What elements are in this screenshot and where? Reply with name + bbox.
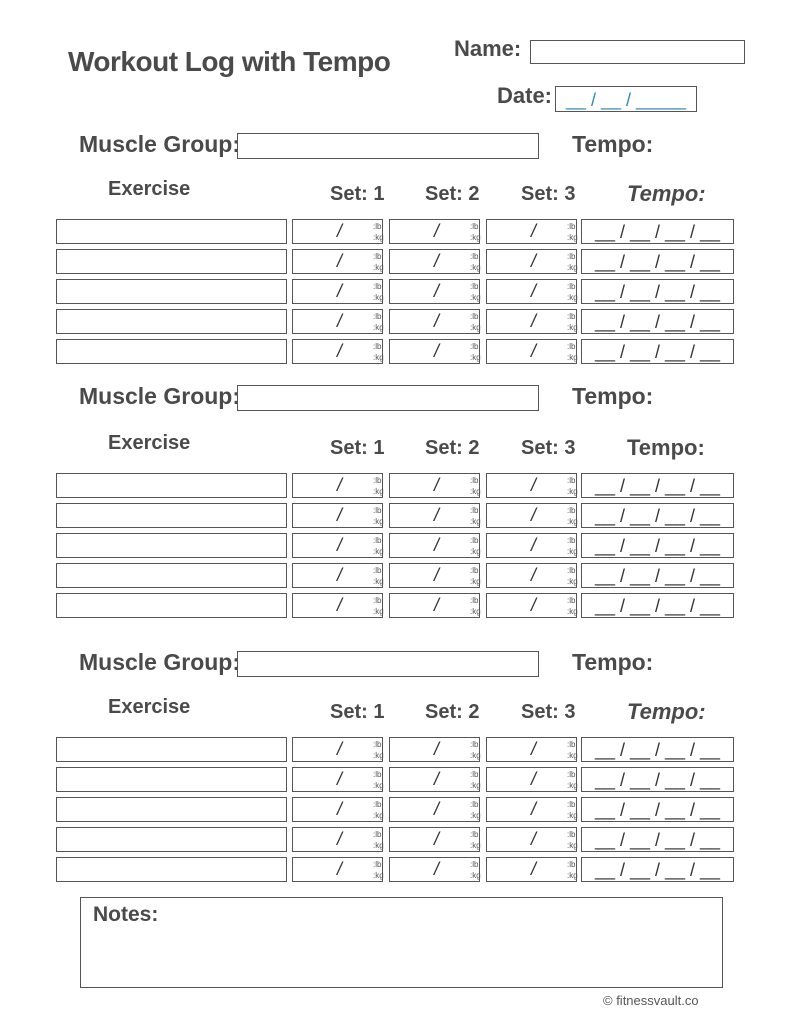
exercise-input[interactable] [56, 339, 287, 364]
unit-kg-option[interactable]: :kg [373, 607, 384, 616]
unit-lb-option[interactable]: :lb [567, 506, 576, 515]
reps-weight-divider: / [337, 505, 343, 525]
unit-kg-option[interactable]: :kg [567, 751, 578, 760]
set3-input[interactable] [486, 797, 577, 822]
set2-input[interactable] [389, 737, 480, 762]
tempo-input[interactable]: __ / __ / __ / __ [581, 309, 734, 334]
column-header-exercise: Exercise [108, 432, 191, 454]
reps-weight-divider: / [434, 341, 440, 361]
set2-input[interactable] [389, 249, 480, 274]
unit-lb-option[interactable]: :lb [567, 536, 576, 545]
set1-input[interactable] [292, 473, 383, 498]
unit-lb-option[interactable]: :lb [567, 596, 576, 605]
unit-kg-option[interactable]: :kg [470, 781, 481, 790]
unit-lb-option[interactable]: :lb [567, 342, 576, 351]
unit-kg-option[interactable]: :kg [470, 607, 481, 616]
tempo-input[interactable]: __ / __ / __ / __ [581, 503, 734, 528]
unit-lb-option[interactable]: :lb [373, 536, 382, 545]
tempo-input[interactable]: __ / __ / __ / __ [581, 533, 734, 558]
exercise-input[interactable] [56, 797, 287, 822]
reps-weight-divider: / [337, 281, 343, 301]
unit-kg-option[interactable]: :kg [470, 751, 481, 760]
column-header-set1: Set: 1 [330, 437, 385, 459]
unit-lb-option[interactable]: :lb [373, 860, 382, 869]
reps-weight-divider: / [531, 251, 537, 271]
unit-kg-option[interactable]: :kg [470, 353, 481, 362]
section-tempo-label: Tempo: [572, 383, 654, 409]
set1-input[interactable] [292, 563, 383, 588]
unit-lb-option[interactable]: :lb [470, 566, 479, 575]
set2-input[interactable] [389, 857, 480, 882]
column-header-set3: Set: 3 [521, 183, 576, 205]
unit-lb-option[interactable]: :lb [470, 770, 479, 779]
column-header-set1: Set: 1 [330, 701, 385, 723]
set2-input[interactable] [389, 279, 480, 304]
reps-weight-divider: / [337, 769, 343, 789]
reps-weight-divider: / [434, 535, 440, 555]
reps-weight-divider: / [337, 829, 343, 849]
muscle-group-label: Muscle Group: [79, 383, 241, 409]
unit-lb-option[interactable]: :lb [470, 282, 479, 291]
unit-lb-option[interactable]: :lb [470, 222, 479, 231]
unit-lb-option[interactable]: :lb [373, 282, 382, 291]
unit-lb-option[interactable]: :lb [567, 476, 576, 485]
unit-lb-option[interactable]: :lb [470, 506, 479, 515]
unit-lb-option[interactable]: :lb [567, 830, 576, 839]
tempo-input[interactable]: __ / __ / __ / __ [581, 827, 734, 852]
exercise-input[interactable] [56, 767, 287, 792]
set2-input[interactable] [389, 339, 480, 364]
unit-kg-option[interactable]: :kg [470, 293, 481, 302]
unit-lb-option[interactable]: :lb [373, 596, 382, 605]
set3-input[interactable] [486, 827, 577, 852]
muscle-group-field[interactable] [237, 651, 539, 677]
unit-lb-option[interactable]: :lb [470, 596, 479, 605]
set2-input[interactable] [389, 563, 480, 588]
unit-kg-option[interactable]: :kg [470, 811, 481, 820]
unit-lb-option[interactable]: :lb [470, 860, 479, 869]
exercise-input[interactable] [56, 249, 287, 274]
reps-weight-divider: / [531, 341, 537, 361]
unit-lb-option[interactable]: :lb [470, 342, 479, 351]
muscle-group-label: Muscle Group: [79, 131, 241, 157]
reps-weight-divider: / [337, 739, 343, 759]
tempo-input[interactable]: __ / __ / __ / __ [581, 219, 734, 244]
unit-kg-option[interactable]: :kg [373, 323, 384, 332]
column-header-tempo: Tempo: [627, 435, 705, 460]
set2-input[interactable] [389, 797, 480, 822]
unit-kg-option[interactable]: :kg [567, 517, 578, 526]
reps-weight-divider: / [337, 535, 343, 555]
reps-weight-divider: / [434, 475, 440, 495]
set1-input[interactable] [292, 279, 383, 304]
reps-weight-divider: / [531, 739, 537, 759]
unit-kg-option[interactable]: :kg [567, 871, 578, 880]
set1-input[interactable] [292, 219, 383, 244]
exercise-input[interactable] [56, 827, 287, 852]
unit-lb-option[interactable]: :lb [567, 770, 576, 779]
reps-weight-divider: / [531, 859, 537, 879]
unit-lb-option[interactable]: :lb [567, 252, 576, 261]
set2-input[interactable] [389, 593, 480, 618]
unit-kg-option[interactable]: :kg [470, 517, 481, 526]
set1-input[interactable] [292, 309, 383, 334]
set1-input[interactable] [292, 797, 383, 822]
muscle-group-field[interactable] [237, 385, 539, 411]
unit-kg-option[interactable]: :kg [470, 547, 481, 556]
set2-input[interactable] [389, 767, 480, 792]
set2-input[interactable] [389, 533, 480, 558]
tempo-input[interactable]: __ / __ / __ / __ [581, 857, 734, 882]
unit-lb-option[interactable]: :lb [373, 566, 382, 575]
copyright-footer: © fitnessvault.co [603, 993, 699, 1008]
reps-weight-divider: / [531, 769, 537, 789]
unit-lb-option[interactable]: :lb [470, 536, 479, 545]
reps-weight-divider: / [531, 565, 537, 585]
set3-input[interactable] [486, 279, 577, 304]
set2-input[interactable] [389, 219, 480, 244]
exercise-input[interactable] [56, 857, 287, 882]
reps-weight-divider: / [337, 565, 343, 585]
set3-input[interactable] [486, 767, 577, 792]
muscle-group-field[interactable] [237, 133, 539, 159]
unit-kg-option[interactable]: :kg [470, 233, 481, 242]
unit-lb-option[interactable]: :lb [373, 770, 382, 779]
set1-input[interactable] [292, 249, 383, 274]
tempo-input[interactable]: __ / __ / __ / __ [581, 473, 734, 498]
set2-input[interactable] [389, 827, 480, 852]
reps-weight-divider: / [531, 505, 537, 525]
set3-input[interactable] [486, 857, 577, 882]
reps-weight-divider: / [531, 475, 537, 495]
set3-input[interactable] [486, 563, 577, 588]
exercise-input[interactable] [56, 737, 287, 762]
reps-weight-divider: / [531, 829, 537, 849]
tempo-input[interactable]: __ / __ / __ / __ [581, 563, 734, 588]
reps-weight-divider: / [337, 475, 343, 495]
exercise-input[interactable] [56, 563, 287, 588]
unit-lb-option[interactable]: :lb [373, 342, 382, 351]
exercise-input[interactable] [56, 473, 287, 498]
exercise-input[interactable] [56, 219, 287, 244]
reps-weight-divider: / [434, 281, 440, 301]
page-title: Workout Log with Tempo [68, 46, 391, 77]
exercise-input[interactable] [56, 533, 287, 558]
unit-kg-option[interactable]: :kg [567, 263, 578, 272]
column-header-set1: Set: 1 [330, 183, 385, 205]
exercise-input[interactable] [56, 279, 287, 304]
notes-box[interactable] [80, 897, 723, 988]
unit-lb-option[interactable]: :lb [567, 222, 576, 231]
unit-lb-option[interactable]: :lb [470, 800, 479, 809]
reps-weight-divider: / [434, 251, 440, 271]
exercise-input[interactable] [56, 503, 287, 528]
unit-lb-option[interactable]: :lb [373, 830, 382, 839]
date-label: Date: [497, 83, 553, 108]
muscle-group-label: Muscle Group: [79, 649, 241, 675]
unit-lb-option[interactable]: :lb [373, 800, 382, 809]
unit-lb-option[interactable]: :lb [373, 476, 382, 485]
unit-lb-option[interactable]: :lb [567, 860, 576, 869]
unit-kg-option[interactable]: :kg [373, 811, 384, 820]
unit-kg-option[interactable]: :kg [373, 577, 384, 586]
set3-input[interactable] [486, 339, 577, 364]
unit-lb-option[interactable]: :lb [567, 566, 576, 575]
set1-input[interactable] [292, 339, 383, 364]
column-header-exercise: Exercise [108, 696, 191, 718]
set3-input[interactable] [486, 737, 577, 762]
set3-input[interactable] [486, 533, 577, 558]
column-header-tempo: Tempo: [627, 699, 706, 724]
name-field[interactable] [530, 40, 745, 64]
unit-kg-option[interactable]: :kg [567, 781, 578, 790]
reps-weight-divider: / [434, 311, 440, 331]
reps-weight-divider: / [337, 341, 343, 361]
unit-kg-option[interactable]: :kg [567, 547, 578, 556]
unit-kg-option[interactable]: :kg [470, 871, 481, 880]
reps-weight-divider: / [337, 859, 343, 879]
set2-input[interactable] [389, 503, 480, 528]
set3-input[interactable] [486, 503, 577, 528]
set2-input[interactable] [389, 309, 480, 334]
column-header-set2: Set: 2 [425, 437, 480, 459]
reps-weight-divider: / [434, 799, 440, 819]
tempo-input[interactable]: __ / __ / __ / __ [581, 737, 734, 762]
unit-kg-option[interactable]: :kg [373, 353, 384, 362]
date-field[interactable]: __ / __ / _____ [555, 86, 697, 112]
reps-weight-divider: / [434, 829, 440, 849]
reps-weight-divider: / [434, 769, 440, 789]
unit-lb-option[interactable]: :lb [373, 222, 382, 231]
unit-lb-option[interactable]: :lb [567, 312, 576, 321]
notes-label: Notes: [93, 903, 159, 926]
reps-weight-divider: / [531, 221, 537, 241]
unit-kg-option[interactable]: :kg [373, 487, 384, 496]
unit-kg-option[interactable]: :kg [470, 323, 481, 332]
unit-kg-option[interactable]: :kg [567, 353, 578, 362]
tempo-input[interactable]: __ / __ / __ / __ [581, 249, 734, 274]
unit-kg-option[interactable]: :kg [373, 263, 384, 272]
exercise-input[interactable] [56, 309, 287, 334]
reps-weight-divider: / [434, 221, 440, 241]
set3-input[interactable] [486, 473, 577, 498]
tempo-input[interactable]: __ / __ / __ / __ [581, 593, 734, 618]
name-label: Name: [454, 36, 522, 61]
unit-kg-option[interactable]: :kg [470, 263, 481, 272]
unit-lb-option[interactable]: :lb [567, 740, 576, 749]
unit-lb-option[interactable]: :lb [373, 506, 382, 515]
unit-lb-option[interactable]: :lb [470, 740, 479, 749]
unit-kg-option[interactable]: :kg [373, 547, 384, 556]
set1-input[interactable] [292, 737, 383, 762]
unit-lb-option[interactable]: :lb [373, 252, 382, 261]
section-tempo-label: Tempo: [572, 649, 654, 675]
unit-kg-option[interactable]: :kg [567, 607, 578, 616]
tempo-input[interactable]: __ / __ / __ / __ [581, 279, 734, 304]
unit-lb-option[interactable]: :lb [470, 476, 479, 485]
unit-kg-option[interactable]: :kg [373, 233, 384, 242]
column-header-exercise: Exercise [108, 178, 191, 200]
unit-kg-option[interactable]: :kg [567, 323, 578, 332]
reps-weight-divider: / [337, 311, 343, 331]
unit-kg-option[interactable]: :kg [373, 871, 384, 880]
reps-weight-divider: / [337, 221, 343, 241]
set3-input[interactable] [486, 249, 577, 274]
set3-input[interactable] [486, 593, 577, 618]
set1-input[interactable] [292, 503, 383, 528]
unit-lb-option[interactable]: :lb [470, 830, 479, 839]
column-header-set2: Set: 2 [425, 183, 480, 205]
reps-weight-divider: / [531, 799, 537, 819]
unit-kg-option[interactable]: :kg [567, 487, 578, 496]
reps-weight-divider: / [531, 535, 537, 555]
unit-lb-option[interactable]: :lb [470, 252, 479, 261]
tempo-input[interactable]: __ / __ / __ / __ [581, 339, 734, 364]
reps-weight-divider: / [434, 595, 440, 615]
unit-kg-option[interactable]: :kg [567, 233, 578, 242]
reps-weight-divider: / [434, 859, 440, 879]
unit-kg-option[interactable]: :kg [567, 811, 578, 820]
unit-kg-option[interactable]: :kg [470, 577, 481, 586]
column-header-set3: Set: 3 [521, 701, 576, 723]
reps-weight-divider: / [434, 505, 440, 525]
unit-kg-option[interactable]: :kg [567, 577, 578, 586]
set1-input[interactable] [292, 593, 383, 618]
set1-input[interactable] [292, 767, 383, 792]
reps-weight-divider: / [337, 799, 343, 819]
unit-kg-option[interactable]: :kg [373, 781, 384, 790]
set3-input[interactable] [486, 219, 577, 244]
set3-input[interactable] [486, 309, 577, 334]
unit-lb-option[interactable]: :lb [373, 740, 382, 749]
tempo-input[interactable]: __ / __ / __ / __ [581, 767, 734, 792]
reps-weight-divider: / [434, 565, 440, 585]
reps-weight-divider: / [337, 251, 343, 271]
column-header-tempo: Tempo: [627, 181, 706, 206]
unit-kg-option[interactable]: :kg [373, 293, 384, 302]
unit-kg-option[interactable]: :kg [470, 841, 481, 850]
unit-lb-option[interactable]: :lb [567, 800, 576, 809]
set1-input[interactable] [292, 533, 383, 558]
unit-lb-option[interactable]: :lb [567, 282, 576, 291]
set1-input[interactable] [292, 827, 383, 852]
reps-weight-divider: / [434, 739, 440, 759]
section-tempo-label: Tempo: [572, 131, 654, 157]
reps-weight-divider: / [337, 595, 343, 615]
unit-kg-option[interactable]: :kg [567, 293, 578, 302]
unit-lb-option[interactable]: :lb [373, 312, 382, 321]
exercise-input[interactable] [56, 593, 287, 618]
reps-weight-divider: / [531, 595, 537, 615]
unit-kg-option[interactable]: :kg [373, 517, 384, 526]
tempo-input[interactable]: __ / __ / __ / __ [581, 797, 734, 822]
set1-input[interactable] [292, 857, 383, 882]
unit-kg-option[interactable]: :kg [567, 841, 578, 850]
column-header-set2: Set: 2 [425, 701, 480, 723]
unit-lb-option[interactable]: :lb [470, 312, 479, 321]
reps-weight-divider: / [531, 281, 537, 301]
unit-kg-option[interactable]: :kg [373, 751, 384, 760]
unit-kg-option[interactable]: :kg [373, 841, 384, 850]
unit-kg-option[interactable]: :kg [470, 487, 481, 496]
column-header-set3: Set: 3 [521, 437, 576, 459]
reps-weight-divider: / [531, 311, 537, 331]
set2-input[interactable] [389, 473, 480, 498]
